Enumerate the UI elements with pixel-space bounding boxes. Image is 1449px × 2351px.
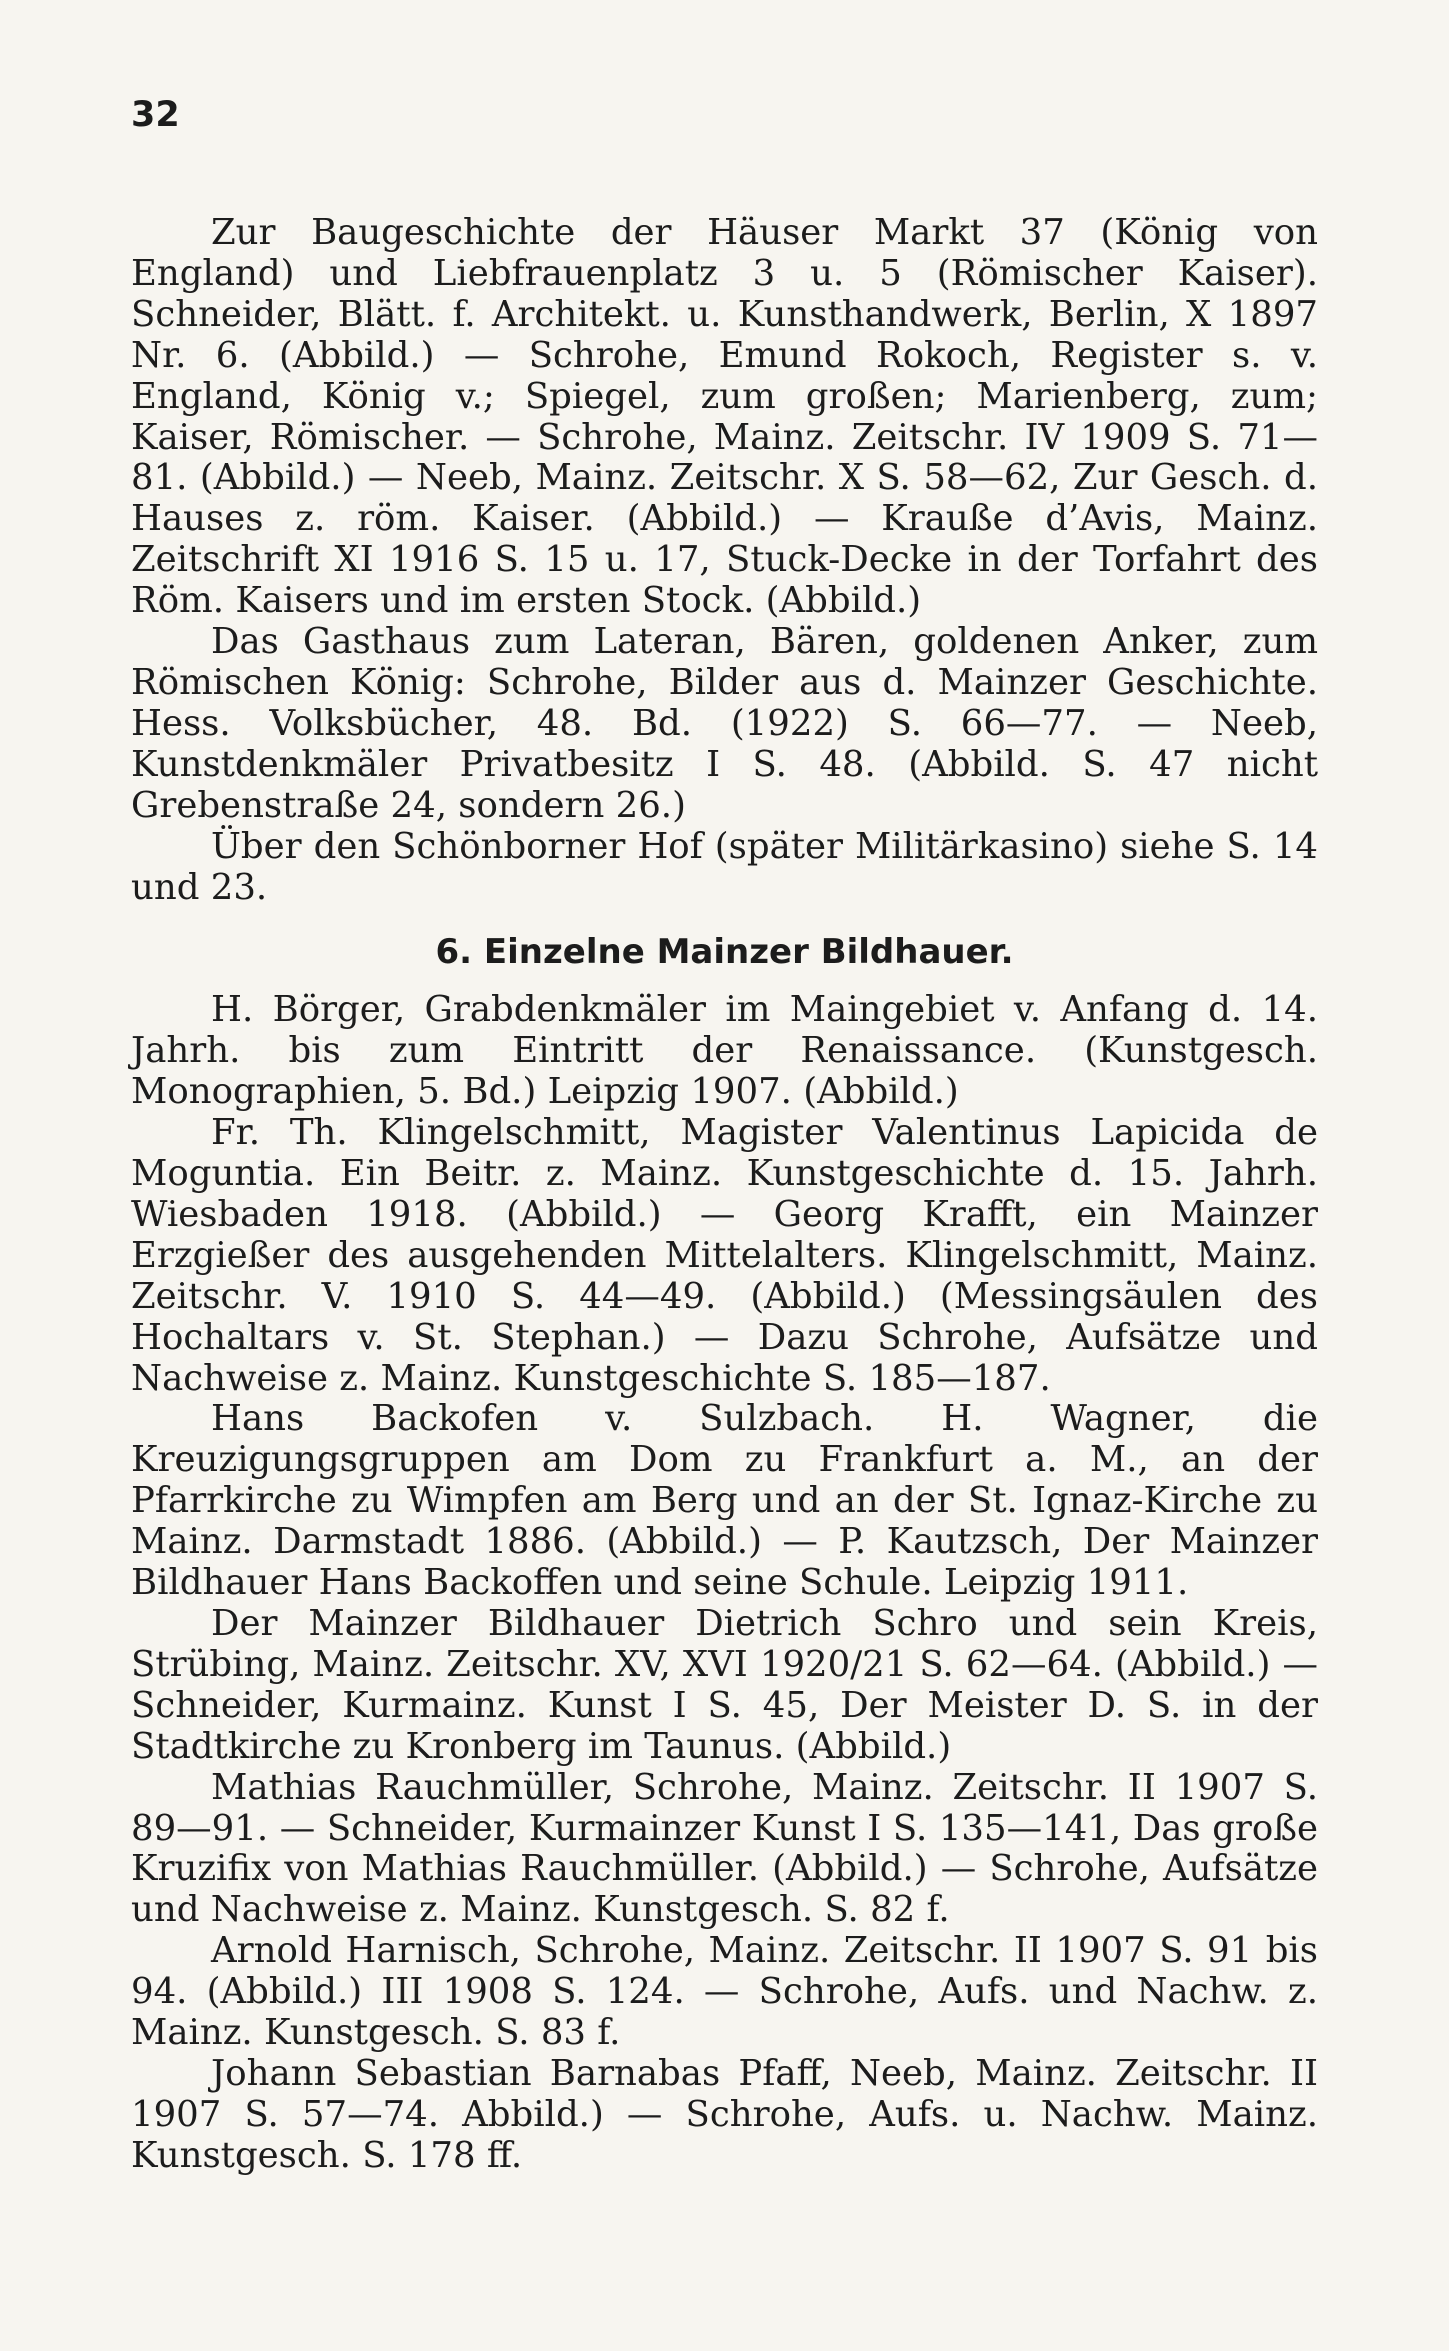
- bibliography-entry: Arnold Harnisch, Schrohe, Mainz. Zeitschr. II 1907 S. 91 bis 94. (Abbild.) III 1908 S. 124. — Schrohe, Aufs. und Nachw. z. Mainz. Kunstgesch. S. 83 f.: [131, 1930, 1318, 2054]
- page-number: 32: [131, 95, 180, 135]
- bibliography-entry: Über den Schönborner Hof (später Militärkasino) siehe S. 14 und 23.: [131, 825, 1318, 908]
- section-heading: 6. Einzelne Mainzer Bildhauer.: [435, 932, 1014, 973]
- bibliography-entry: Hans Backofen v. Sulzbach. H. Wagner, die Kreuzigungsgruppen am Dom zu Frankfurt a. M., an der Pfarrkirche zu Wimpfen am Berg und an der St. Ignaz-Kirche zu Mainz. Darmstadt 1886. (Abbild.) — P. Kautzsch, Der Mainzer Bildhauer Hans Backoffen und seine Schule. Leipzig 1911.: [131, 1398, 1318, 1604]
- bibliography-entry: Johann Sebastian Barnabas Pfaff, Neeb, Mainz. Zeitschr. II 1907 S. 57—74. Abbild.) — Schrohe, Aufs. u. Nachw. Mainz. Kunstgesch. S. 178 ff.: [131, 2052, 1318, 2176]
- bibliography-entry: Zur Baugeschichte der Häuser Markt 37 (König von England) und Liebfrauenplatz 3 u. 5 (Römischer Kaiser). Schneider, Blätt. f. Architekt. u. Kunsthandwerk, Berlin, X 1897 Nr. 6. (Abbild.) — Schrohe, Emund Rokoch, Register s. v. England, König v.; Spiegel, zum großen; Marienberg, zum; Kaiser, Römischer. — Schrohe, Mainz. Zeitschr. IV 1909 S. 71—81. (Abbild.) — Neeb, Mainz. Zeitschr. X S. 58—62, Zur Gesch. d. Hauses z. röm. Kaiser. (Abbild.) — Krauße d’Avis, Mainz. Zeitschrift XI 1916 S. 15 u. 17, Stuck-Decke in der Torfahrt des Röm. Kaisers und im ersten Stock. (Abbild.): [131, 212, 1318, 622]
- bibliography-entry: H. Börger, Grabdenkmäler im Maingebiet v. Anfang d. 14. Jahrh. bis zum Eintritt der Renaissance. (Kunstgesch. Monographien, 5. Bd.) Leipzig 1907. (Abbild.): [131, 989, 1318, 1113]
- bibliography-entry: Fr. Th. Klingelschmitt, Magister Valentinus Lapicida de Moguntia. Ein Beitr. z. Mainz. Kunstgeschichte d. 15. Jahrh. Wiesbaden 1918. (Abbild.) — Georg Krafft, ein Mainzer Erzgießer des ausgehenden Mittelalters. Klingelschmitt, Mainz. Zeitschr. V. 1910 S. 44—49. (Abbild.) (Messingsäulen des Hochaltars v. St. Stephan.) — Dazu Schrohe, Aufsätze und Nachweise z. Mainz. Kunstgeschichte S. 185—187.: [131, 1112, 1318, 1399]
- bibliography-entry: Das Gasthaus zum Lateran, Bären, goldenen Anker, zum Römischen König: Schrohe, Bilder aus d. Mainzer Geschichte. Hess. Volksbücher, 48. Bd. (1922) S. 66—77. — Neeb, Kunstdenkmäler Privatbesitz I S. 48. (Abbild. S. 47 nicht Grebenstraße 24, sondern 26.): [131, 621, 1318, 826]
- bibliography-entry: Mathias Rauchmüller, Schrohe, Mainz. Zeitschr. II 1907 S. 89—91. — Schneider, Kurmainzer Kunst I S. 135—141, Das große Kruzifix von Mathias Rauchmüller. (Abbild.) — Schrohe, Aufsätze und Nachweise z. Mainz. Kunstgesch. S. 82 f.: [131, 1766, 1318, 1931]
- bibliography-entry: Der Mainzer Bildhauer Dietrich Schro und sein Kreis, Strübing, Mainz. Zeitschr. XV, XVI 1920/21 S. 62—64. (Abbild.) — Schneider, Kurmainz. Kunst I S. 45, Der Meister D. S. in der Stadtkirche zu Kronberg im Taunus. (Abbild.): [131, 1603, 1318, 1767]
